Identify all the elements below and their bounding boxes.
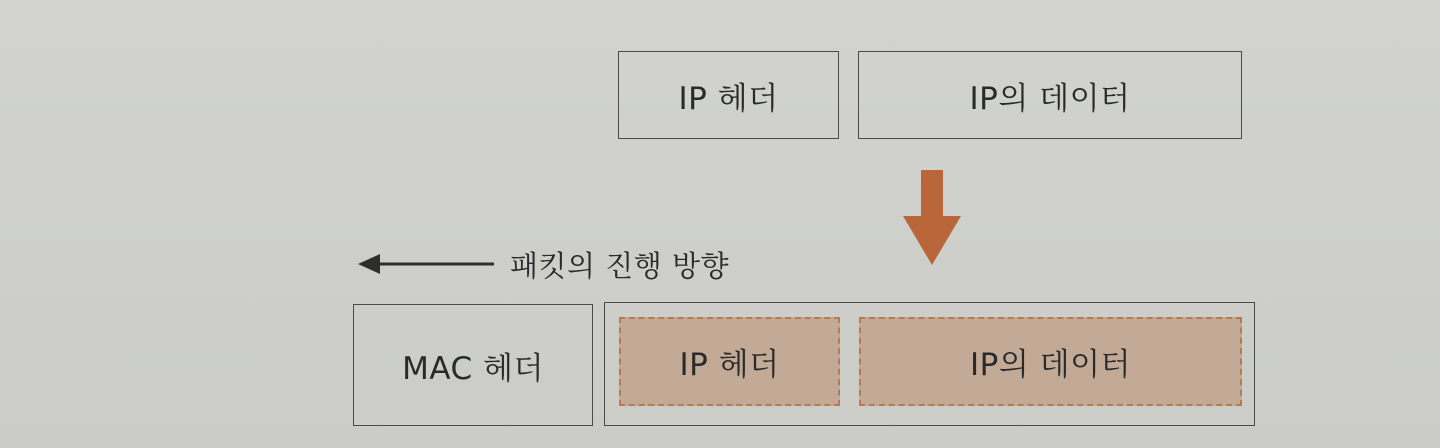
mac-header-box: [353, 304, 593, 426]
top-ip-data-label: IP의 데이터: [969, 80, 1131, 117]
top-ip-data-box: [858, 51, 1242, 139]
encapsulated-ip-data-label: IP의 데이터: [970, 347, 1131, 383]
encapsulated-ip-header-label: IP 헤더: [679, 347, 780, 383]
top-ip-header-box: [618, 51, 839, 139]
top-ip-header-label: IP 헤더: [678, 80, 779, 117]
encapsulation-down-arrow-icon: [903, 170, 961, 266]
encapsulated-ip-data-box: [859, 317, 1242, 406]
mac-header-label: MAC 헤더: [402, 350, 544, 387]
direction-left-arrow-icon: [356, 250, 496, 278]
encapsulated-ip-header-box: [619, 317, 840, 406]
direction-label: 패킷의 진행 방향: [510, 249, 730, 283]
